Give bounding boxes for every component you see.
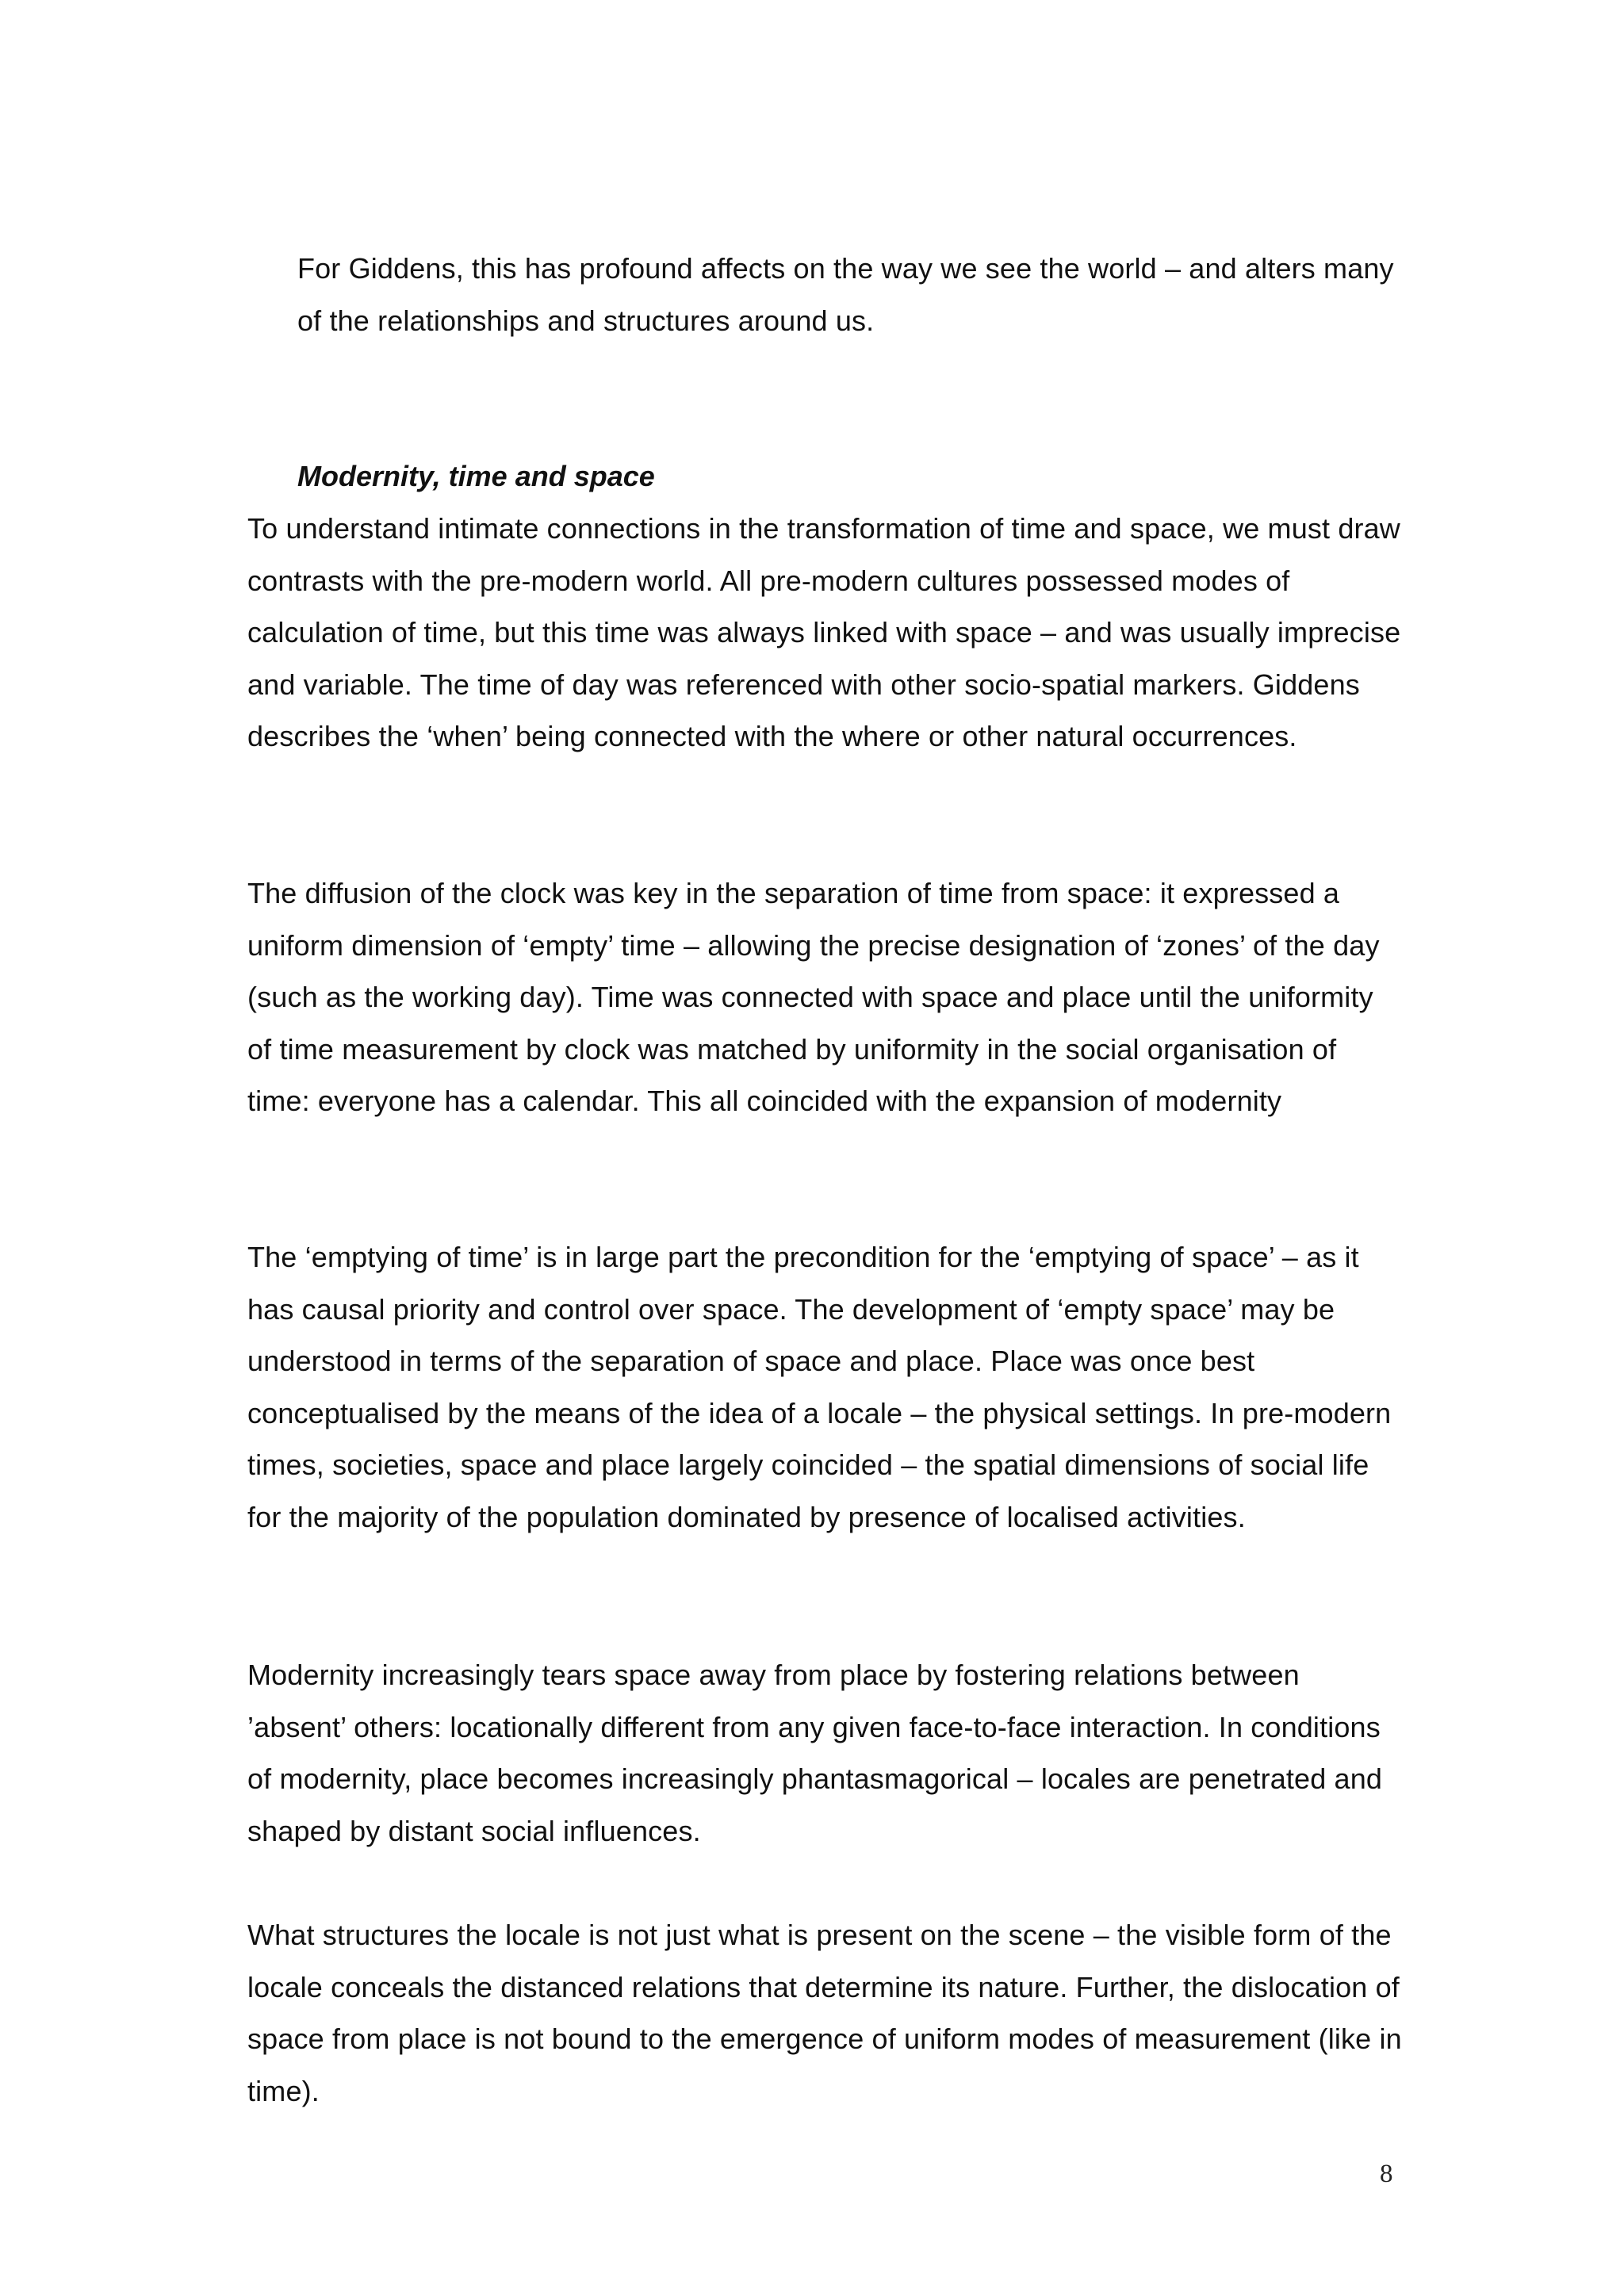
page-number: 8 [1380,2160,1393,2188]
paragraph-emptying-of-time: The ‘emptying of time’ is in large part the precondition for the ‘emptying of space’ – as it has causal priority and control over space. The development of ‘empty space’ may be understood in terms of the separation of space and place. Place was once best conceptualised by the means of the idea of a locale – the physical settings. In pre-modern times, societies, space and place largely coincided – the spatial dimensions of social life for the majority of the population dominated by presence of localised activities. [247,1241,1392,1533]
section-heading: Modernity, time and space [297,460,655,492]
intro-paragraph: For Giddens, this has profound affects on the way we see the world – and alters many of the relationships and structures around us. [297,252,1394,337]
paragraph-locale-structures: What structures the locale is not just what is present on the scene – the visible form of the locale conceals the distanced relations that determine its nature. Further, the dislocation of space from place is not bound to the emergence of uniform modes of measurement (like in time). [247,1919,1402,2107]
paragraph-modernity-tears-space: Modernity increasingly tears space away from place by fostering relations between ’absent’ others: locationally different from any given face-to-face interaction. In conditions of modernity, place becomes increasingly phantasmagorical – locales are penetrated and shaped by distant social influences. [247,1659,1383,1847]
paragraph-clock-diffusion: The diffusion of the clock was key in the separation of time from space: it expressed a uniform dimension of ‘empty’ time – allowing the precise designation of ‘zones’ of the day (such as the working day). Time was connected with space and place until the uniformity of time measurement by clock was matched by uniformity in the social organisation of time: everyone has a calendar. This all coincided with the expansion of modernity [247,877,1380,1117]
paragraph-time-premodern: To understand intimate connections in the transformation of time and space, we must draw contrasts with the pre-modern world. All pre-modern cultures possessed modes of calculation of time, but this time was always linked with space – and was usually imprecise and variable. The time of day was referenced with other socio-spatial markers. Giddens describes the ‘when’ being connected with the where or other natural occurrences. [247,512,1401,752]
